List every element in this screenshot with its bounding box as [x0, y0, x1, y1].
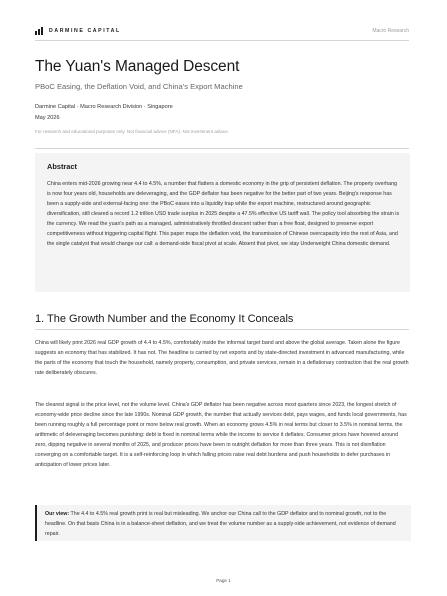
- title-divider: [35, 148, 409, 149]
- bar-chart-logo-icon: [35, 27, 43, 35]
- publication-date: May 2026: [35, 115, 60, 121]
- document-title: The Yuan's Managed Descent: [35, 58, 240, 75]
- brand: [35, 27, 121, 35]
- disclaimer: For research and educational purposes only. Not financial advice (NFA). Not investment advice.: [35, 129, 229, 134]
- brand-name: DARMINE CAPITAL: [49, 28, 121, 34]
- callout-text: The 4.4 to 4.5% real growth print is real but misleading. We anchor our China call to the GDP deflator and to nominal growth, not to the headline. On that basis China is in a balance-sheet deflation, and we treat the volume number as a supply-side achievement, not evidence of demand repair.: [45, 511, 396, 537]
- header-divider: [35, 40, 409, 41]
- abstract-body: China enters mid-2026 growing near 4.4 to 4.5%, a number that flatters a domestic economy in the grip of persistent deflation. The property overhang is now four years old, households are deleveraging, and the GDP deflator has been negative for the better part of two years. Beijing's response has been a supply-side and external-facing one: the PBoC eases into a liquidity trap while the export machine, restructured around geographic diversification, still cleared a record 1.2 trillion USD trade surplus in 2025 despite a 47.5% effective US tariff wall. The policy tool absorbing the strain is the currency. We read the yuan's path as a managed, administratively throttled descent rather than a free float, designed to preserve export competitiveness without triggering capital flight. This paper maps the deflation void, the transmission of Chinese overcapacity into the rest of Asia, and the single catalyst that would change our call: a demand-side fiscal pivot at scale. Absent that pivot, we stay Underweight China domestic demand.: [47, 181, 400, 247]
- section-label: Macro Research: [372, 28, 409, 34]
- callout-label: Our view:: [45, 511, 70, 517]
- section-heading: 1. The Growth Number and the Economy It Conceals: [35, 313, 294, 325]
- body-paragraph-1: China will likely print 2026 real GDP growth of 4.4 to 4.5%, comfortably inside the informal target band and above the global average. Taken alone the figure suggests an economy that has stabilized. It has not. The headline is carried by net exports and by state-directed investment in advanced manufacturing, while the parts of the economy that touch the household, namely property, consumption, and private services, remain in a deflationary contraction that the real growth rate deliberately obscures.: [35, 340, 409, 376]
- body-paragraph-2: The clearest signal is the price level, not the volume level. China's GDP deflator has been negative across most quarters since 2023, the longest stretch of economy-wide price decline since the late 1990s. Nominal GDP growth, the number that actually services debt, pays wages, and funds local governments, has been running roughly a full percentage point or more below real growth. When an economy grows 4.5% in real terms but closer to 3.5% in nominal terms, the arithmetic of deleveraging becomes punishing: debt is fixed in nominal terms while the income to service it deflates. Consumer prices have hovered around zero, dipping negative in several months of 2025, and producer prices have been in outright deflation for more than three years. This is not disinflation converging on a comfortable target. It is a self-reinforcing loop in which falling prices raise real debt burdens and push households to defer purchases in anticipation of lower prices later.: [35, 402, 407, 468]
- page-number: Page 1: [216, 578, 231, 583]
- section-divider: [35, 329, 409, 330]
- our-view-callout: [35, 505, 411, 541]
- author-line: Darmine Capital · Macro Research Division · Singapore: [35, 104, 173, 110]
- header-bar: [35, 26, 409, 36]
- abstract-heading: Abstract: [47, 162, 77, 171]
- abstract-box: [35, 153, 410, 292]
- document-subtitle: PBoC Easing, the Deflation Void, and China's Export Machine: [35, 82, 243, 91]
